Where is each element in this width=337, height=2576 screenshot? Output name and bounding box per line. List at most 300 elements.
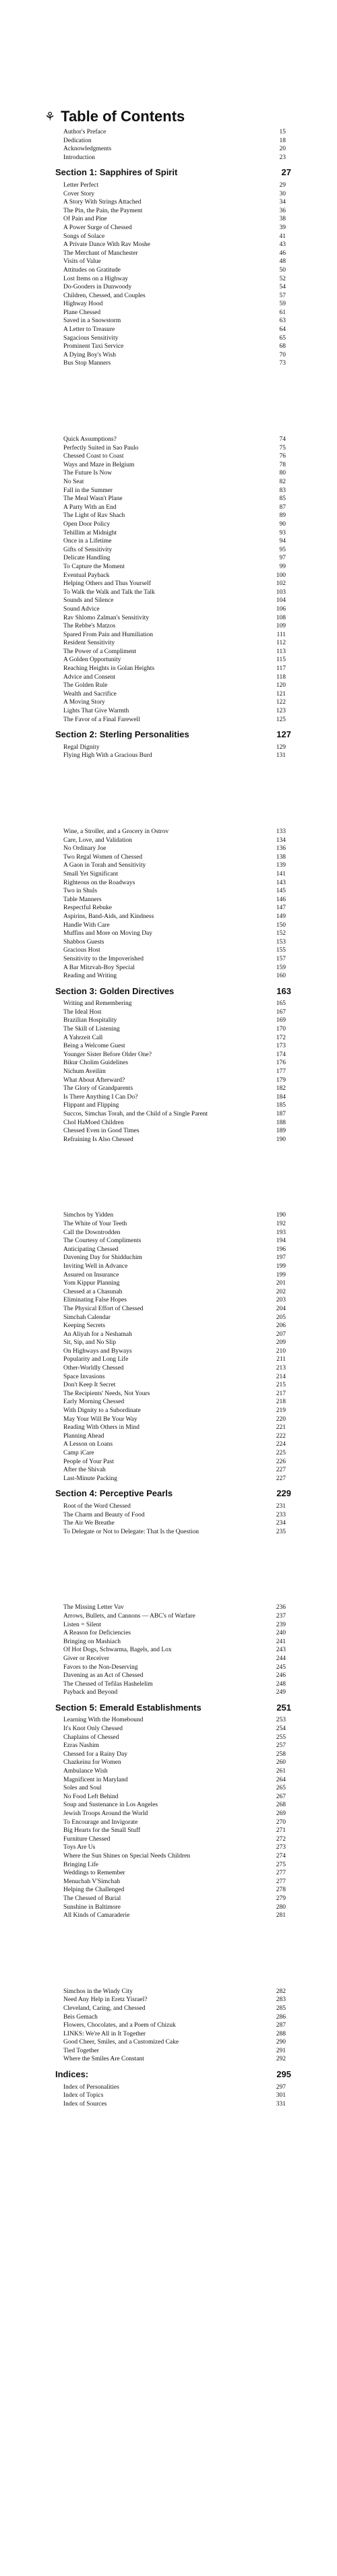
entry-page-number: 157 xyxy=(276,955,286,962)
entry-title: Lost Items on a Highway xyxy=(63,275,129,282)
toc-entry xyxy=(55,529,291,538)
toc-entry xyxy=(55,1886,291,1895)
entry-page-number: 38 xyxy=(279,216,286,223)
entry-page-number: 41 xyxy=(279,233,286,240)
entry-title: Eliminating False Hopes xyxy=(63,1297,127,1304)
toc-entry xyxy=(55,1398,291,1407)
entry-title: Reaching Heights in Golan Heights xyxy=(63,665,155,673)
entry-title: People of Your Past xyxy=(63,1458,114,1465)
toc-entry xyxy=(55,1084,291,1093)
entry-title: The Power of a Compliment xyxy=(63,648,137,655)
entry-page-number: 234 xyxy=(276,1520,286,1527)
entry-title: No Food Left Behind xyxy=(63,1793,119,1800)
toc-entry xyxy=(55,241,291,249)
entry-title: Ways and Maze in Belgium xyxy=(63,461,135,468)
entry-page-number: 188 xyxy=(276,1119,286,1126)
toc-entry xyxy=(55,861,291,870)
entry-page-number: 258 xyxy=(276,1750,286,1758)
entry-page-number: 133 xyxy=(276,828,286,835)
toc-entry xyxy=(55,1502,291,1511)
toc-entry xyxy=(55,1093,291,1102)
entry-title: Early Morning Chessed xyxy=(63,1399,125,1406)
entry-title: Yom Kippur Planning xyxy=(63,1280,120,1287)
entry-title: Simchah Calendar xyxy=(63,1314,111,1321)
entry-title: Delicate Handling xyxy=(63,555,111,562)
entry-page-number: 85 xyxy=(279,495,286,503)
toc-entry xyxy=(55,537,291,546)
entry-page-number: 204 xyxy=(276,1305,286,1312)
toc-entry xyxy=(55,2013,291,2022)
toc-entry xyxy=(55,1314,291,1322)
entry-page-number: 165 xyxy=(276,1000,286,1008)
entry-title: The Golden Rule xyxy=(63,682,108,689)
toc-entry xyxy=(55,1042,291,1051)
entry-title: After the Shivah xyxy=(63,1467,106,1474)
entry-title: Spared From Pain and Humiliation xyxy=(63,631,153,638)
toc-entry xyxy=(55,828,291,836)
entry-page-number: 48 xyxy=(279,258,286,266)
entry-title: The Chessed of Tefilas Hashelelim xyxy=(63,1680,153,1688)
entry-title: The Courtesy of Compliments xyxy=(63,1237,142,1245)
entry-title: Chessed for a Rainy Day xyxy=(63,1750,127,1758)
entry-page-number: 209 xyxy=(276,1339,286,1347)
entry-title: Author's Preface xyxy=(63,129,106,135)
entry-page-number: 221 xyxy=(276,1424,286,1432)
toc-entry xyxy=(55,1279,291,1288)
toc-entry xyxy=(55,487,291,495)
entry-title: Furniture Chessed xyxy=(63,1835,111,1843)
entry-title: Handle With Care xyxy=(63,921,110,929)
toc-entry xyxy=(55,351,291,360)
toc-entry xyxy=(55,359,291,368)
toc-entry xyxy=(55,1051,291,1060)
section-page-number: 251 xyxy=(276,1702,291,1713)
entry-title: Assured on Insurance xyxy=(63,1271,119,1279)
toc-entry xyxy=(55,1911,291,1920)
entry-title: The Air We Breathe xyxy=(63,1520,115,1527)
toc-entry xyxy=(55,1852,291,1861)
toc-entry xyxy=(55,1988,291,1996)
entry-page-number: 125 xyxy=(276,716,286,723)
entry-page-number: 267 xyxy=(276,1793,286,1800)
entry-page-number: 246 xyxy=(276,1672,286,1680)
section-heading xyxy=(55,2071,291,2079)
toc-entry xyxy=(55,921,291,930)
entry-page-number: 278 xyxy=(276,1887,286,1894)
section-page-number: 27 xyxy=(281,167,291,178)
entry-title: To Encourage and Invigorate xyxy=(63,1818,138,1826)
toc-entry xyxy=(55,503,291,512)
entry-title: Is There Anything I Can Do? xyxy=(63,1093,138,1101)
entry-page-number: 136 xyxy=(276,845,286,853)
entry-page-number: 153 xyxy=(276,938,286,946)
toc-entry xyxy=(55,707,291,716)
entry-page-number: 103 xyxy=(276,588,286,596)
entry-title: Helping Others and Thus Yourself xyxy=(63,580,151,588)
toc-entry xyxy=(55,887,291,896)
entry-page-number: 179 xyxy=(276,1076,286,1084)
entry-page-number: 264 xyxy=(276,1776,286,1783)
entry-title: Respectful Rebuke xyxy=(63,904,113,912)
toc-entry xyxy=(55,1016,291,1025)
entry-page-number: 193 xyxy=(276,1229,286,1236)
entry-page-number: 297 xyxy=(276,2083,286,2091)
entry-title: Payback and Beyond xyxy=(63,1689,118,1696)
entry-title: A Golden Opportunity xyxy=(63,656,121,664)
entry-page-number: 65 xyxy=(279,334,286,342)
entry-page-number: 80 xyxy=(279,470,286,477)
entry-title: What About Afterward? xyxy=(63,1076,125,1084)
toc-entry xyxy=(55,1511,291,1520)
entry-title: No Ordinary Joe xyxy=(63,845,106,853)
entry-title: Cover Story xyxy=(63,190,95,197)
entry-page-number: 108 xyxy=(276,614,286,621)
entry-title: Camp iCare xyxy=(63,1450,94,1456)
toc-entry xyxy=(55,1373,291,1382)
entry-page-number: 227 xyxy=(276,1475,286,1482)
entry-page-number: 260 xyxy=(276,1759,286,1767)
entry-page-number: 286 xyxy=(276,2013,286,2021)
entry-page-number: 199 xyxy=(276,1262,286,1270)
entry-page-number: 15 xyxy=(279,129,286,135)
entry-page-number: 255 xyxy=(276,1734,286,1741)
entry-page-number: 196 xyxy=(276,1246,286,1253)
entry-title: Learning With the Homebound xyxy=(63,1717,144,1724)
toc-entry xyxy=(55,1458,291,1467)
entry-title: Lights That Give Warmth xyxy=(63,708,129,715)
entry-title: Aspirins, Band-Aids, and Kindness xyxy=(63,913,154,920)
entry-page-number: 213 xyxy=(276,1365,286,1372)
toc-entry xyxy=(55,938,291,947)
toc-entry xyxy=(55,1034,291,1043)
entry-page-number: 150 xyxy=(276,921,286,929)
toc-entry xyxy=(55,1423,291,1432)
entry-title: To Delegate or Not to Delegate: That Is the Question xyxy=(63,1528,199,1535)
entry-page-number: 287 xyxy=(276,2022,286,2029)
toc-entry xyxy=(55,215,291,224)
toc-entry xyxy=(55,1996,291,2004)
entry-page-number: 301 xyxy=(276,2092,286,2099)
entry-title: Popularity and Long Life xyxy=(63,1356,129,1363)
entry-page-number: 141 xyxy=(276,870,286,878)
toc-entry xyxy=(55,1603,291,1612)
entry-page-number: 277 xyxy=(276,1870,286,1877)
entry-page-number: 173 xyxy=(276,1043,286,1050)
toc-entry xyxy=(55,1672,291,1680)
entry-page-number: 207 xyxy=(276,1330,286,1338)
toc-entry xyxy=(55,955,291,964)
toc-entry xyxy=(55,929,291,938)
entry-title: Flippant and Flipping xyxy=(63,1102,119,1109)
toc-entry xyxy=(55,1449,291,1458)
toc-entry xyxy=(55,2100,291,2109)
toc-entry xyxy=(55,1347,291,1356)
entry-page-number: 282 xyxy=(276,1988,286,1995)
entry-page-number: 272 xyxy=(276,1835,286,1843)
entry-title: Songs of Solace xyxy=(63,233,105,240)
entry-page-number: 220 xyxy=(276,1415,286,1423)
entry-title: Brazilian Hospitality xyxy=(63,1017,117,1024)
toc-entry xyxy=(55,1415,291,1424)
toc-entry xyxy=(55,1688,291,1697)
entry-title: Beis Gemach xyxy=(63,2013,98,2021)
toc-entry xyxy=(55,1655,291,1663)
entry-title: The Meal Wasn't Plane xyxy=(63,495,123,503)
entry-title: Anticipating Chessed xyxy=(63,1246,119,1253)
entry-page-number: 214 xyxy=(276,1373,286,1380)
entry-page-number: 249 xyxy=(276,1689,286,1696)
entry-page-number: 120 xyxy=(276,682,286,689)
toc-entry xyxy=(55,913,291,921)
toc-entry xyxy=(55,1136,291,1144)
toc-entry xyxy=(55,1519,291,1528)
toc-entry xyxy=(55,1059,291,1068)
entry-page-number: 190 xyxy=(276,1136,286,1143)
toc-entry xyxy=(55,1262,291,1271)
toc-entry xyxy=(55,870,291,879)
toc-entry xyxy=(55,572,291,580)
toc-entry xyxy=(55,656,291,665)
toc-entry xyxy=(55,1339,291,1347)
entry-page-number: 277 xyxy=(276,1878,286,1885)
entry-title: Index of Topics xyxy=(63,2092,104,2099)
entry-page-number: 331 xyxy=(276,2100,286,2108)
entry-page-number: 226 xyxy=(276,1458,286,1465)
entry-title: A Reason for Deficiencies xyxy=(63,1630,131,1637)
entry-title: Quick Assumptions? xyxy=(63,436,117,443)
toc-entry xyxy=(55,752,291,760)
entry-title: Magnificent in Maryland xyxy=(63,1776,128,1783)
toc-entry xyxy=(55,478,291,487)
toc-entry xyxy=(55,1843,291,1852)
entry-title: Cleveland, Caring, and Chessed xyxy=(63,2004,146,2012)
entry-page-number: 237 xyxy=(276,1612,286,1620)
entry-title: An Aliyah for a Neshamah xyxy=(63,1330,132,1338)
entry-title: Gifts of Sensitivity xyxy=(63,546,113,553)
entry-title: Shabbos Guests xyxy=(63,938,104,946)
toc-entry xyxy=(55,690,291,699)
entry-title: Reading and Writing xyxy=(63,973,117,980)
toc-entry xyxy=(55,904,291,913)
section-title: Indices: xyxy=(55,2071,89,2079)
toc-entry xyxy=(55,716,291,725)
entry-page-number: 111 xyxy=(276,631,286,638)
entry-title: Regal Dignity xyxy=(63,743,100,751)
entry-page-number: 129 xyxy=(276,743,286,751)
entry-title: Flowers, Chocolates, and a Poem of Chizuk xyxy=(63,2022,176,2029)
entry-page-number: 95 xyxy=(279,546,286,553)
entry-page-number: 257 xyxy=(276,1742,286,1750)
entry-title: Letter Perfect xyxy=(63,181,98,189)
toc-entry xyxy=(55,249,291,258)
toc-entry xyxy=(55,698,291,707)
toc-entry xyxy=(55,1750,291,1759)
entry-page-number: 210 xyxy=(276,1347,286,1355)
entry-title: A Dying Boy's Wish xyxy=(63,351,116,359)
toc-entry xyxy=(55,1025,291,1034)
toc-entry xyxy=(55,190,291,199)
entry-title: A Party With an End xyxy=(63,503,117,511)
toc-entry xyxy=(55,1793,291,1802)
entry-page-number: 202 xyxy=(276,1288,286,1295)
toc-entry xyxy=(55,1646,291,1655)
entry-page-number: 222 xyxy=(276,1432,286,1440)
toc-entry xyxy=(55,622,291,631)
entry-page-number: 280 xyxy=(276,1903,286,1911)
page-gap xyxy=(55,1536,291,1603)
toc-entry xyxy=(55,128,291,137)
toc-entry xyxy=(55,1220,291,1229)
entry-page-number: 155 xyxy=(276,947,286,954)
entry-title: Muffins and More on Moving Day xyxy=(63,930,153,938)
entry-title: Ezras Nashim xyxy=(63,1742,100,1750)
section-title: Section 5: Emerald Establishments xyxy=(55,1703,202,1713)
toc-entry xyxy=(55,1076,291,1085)
entry-page-number: 23 xyxy=(279,154,286,161)
entry-title: Being a Welcome Guest xyxy=(63,1043,125,1050)
entry-page-number: 244 xyxy=(276,1655,286,1662)
toc-entry xyxy=(55,1725,291,1734)
entry-page-number: 29 xyxy=(279,181,286,189)
toc-entry xyxy=(55,334,291,343)
entry-title: Prominent Taxi Service xyxy=(63,343,124,350)
page-gap xyxy=(55,368,291,435)
entry-page-number: 292 xyxy=(276,2056,286,2063)
toc-entry xyxy=(55,1407,291,1415)
entry-title: Menuchah V'Simchah xyxy=(63,1878,121,1885)
entry-title: The White of Your Teeth xyxy=(63,1220,127,1227)
entry-page-number: 61 xyxy=(279,309,286,316)
entry-page-number: 46 xyxy=(279,249,286,257)
toc-entry xyxy=(55,1784,291,1793)
entry-title: Refraining Is Also Chessed xyxy=(63,1136,133,1143)
entry-page-number: 89 xyxy=(279,512,286,520)
entry-title: The Favor of a Final Farewell xyxy=(63,716,140,723)
toc-entry xyxy=(55,154,291,162)
toc-entry xyxy=(55,1390,291,1399)
entry-page-number: 265 xyxy=(276,1785,286,1792)
entry-title: Last-Minute Packing xyxy=(63,1475,117,1482)
entry-page-number: 93 xyxy=(279,529,286,536)
entry-title: Eventual Payback xyxy=(63,572,110,579)
toc-entry xyxy=(55,317,291,326)
entry-title: Succos, Simchas Torah, and the Child of a Single Parent xyxy=(63,1111,208,1117)
entry-title: Children, Chessed, and Couples xyxy=(63,292,146,299)
toc-entry xyxy=(55,444,291,453)
toc-entry xyxy=(55,1612,291,1621)
entry-page-number: 253 xyxy=(276,1717,286,1724)
toc-entry xyxy=(55,137,291,146)
entry-title: The Future Is Now xyxy=(63,470,113,477)
entry-title: The Skill of Listening xyxy=(63,1026,120,1033)
entry-title: Good Cheer, Smiles, and a Customized Cake xyxy=(63,2039,179,2046)
page-gap xyxy=(55,1144,291,1211)
toc-entry xyxy=(55,1101,291,1110)
entry-title: The Rebbe's Matzos xyxy=(63,623,116,630)
entry-page-number: 43 xyxy=(279,241,286,249)
toc-entry xyxy=(55,563,291,572)
toc-entry xyxy=(55,1621,291,1630)
entry-title: Open Door Policy xyxy=(63,520,111,528)
entry-page-number: 279 xyxy=(276,1895,286,1902)
entry-title: The Light of Rav Shach xyxy=(63,512,125,520)
entry-page-number: 218 xyxy=(276,1399,286,1406)
entry-title: Chazkeinu for Women xyxy=(63,1759,121,1767)
entry-title: Planning Ahead xyxy=(63,1432,104,1440)
entry-page-number: 118 xyxy=(276,673,286,681)
entry-page-number: 225 xyxy=(276,1450,286,1456)
entry-page-number: 185 xyxy=(276,1102,286,1109)
entry-title: Soles and Soul xyxy=(63,1785,102,1792)
entry-page-number: 70 xyxy=(279,351,286,359)
toc-entry xyxy=(55,469,291,478)
entry-title: Resident Sensitivity xyxy=(63,640,115,647)
toc-entry xyxy=(55,1355,291,1364)
entry-title: The Pin, the Pain, the Payment xyxy=(63,207,143,214)
entry-title: Tied Together xyxy=(63,2047,99,2054)
toc-entry xyxy=(55,1861,291,1870)
toc-entry xyxy=(55,1903,291,1912)
toc-entry xyxy=(55,554,291,563)
entry-page-number: 184 xyxy=(276,1093,286,1101)
toc-entry xyxy=(55,1211,291,1220)
toc-entry xyxy=(55,1110,291,1119)
entry-title: Reading With Others in Mind xyxy=(63,1424,140,1432)
entry-page-number: 57 xyxy=(279,292,286,299)
section-heading xyxy=(55,1490,291,1498)
toc-entry xyxy=(55,1000,291,1008)
entry-page-number: 248 xyxy=(276,1680,286,1688)
entry-title: Simchos in the Windy City xyxy=(63,1988,133,1995)
entry-page-number: 176 xyxy=(276,1060,286,1067)
page-gap xyxy=(55,1920,291,1988)
section-page-number: 229 xyxy=(276,1488,291,1499)
entry-page-number: 134 xyxy=(276,836,286,844)
entry-title: Acknowledgments xyxy=(63,146,112,153)
entry-page-number: 74 xyxy=(279,436,286,443)
entry-page-number: 261 xyxy=(276,1768,286,1775)
toc-entry xyxy=(55,512,291,520)
toc-entry xyxy=(55,1440,291,1449)
entry-title: Flying High With a Gracious Burd xyxy=(63,752,152,760)
entry-page-number: 254 xyxy=(276,1725,286,1733)
section-page-number: 127 xyxy=(276,729,291,740)
toc-entry xyxy=(55,1296,291,1305)
entry-title: A Letter to Treasure xyxy=(63,326,115,334)
toc-entry xyxy=(55,1663,291,1672)
entry-page-number: 199 xyxy=(276,1271,286,1279)
entry-page-number: 271 xyxy=(276,1827,286,1835)
toc-entry xyxy=(55,1767,291,1776)
entry-title: A Power Surge of Chessed xyxy=(63,224,132,231)
entry-title: A Yahrzeit Call xyxy=(63,1034,103,1041)
toc-entry xyxy=(55,1869,291,1878)
toc-entry xyxy=(55,1818,291,1827)
entry-page-number: 269 xyxy=(276,1810,286,1817)
entry-title: LINKS: We're All in It Together xyxy=(63,2030,146,2037)
entry-title: A Lesson on Loans xyxy=(63,1441,113,1448)
entry-title: Soup and Sustenance in Los Angeles xyxy=(63,1802,158,1809)
toc-entry xyxy=(55,1271,291,1280)
toc-entry xyxy=(55,1801,291,1810)
entry-page-number: 281 xyxy=(276,1912,286,1920)
entry-title: Where the Sun Shines on Special Needs Children xyxy=(63,1852,191,1860)
entry-title: Do-Gooders in Dunwoody xyxy=(63,284,132,291)
toc-entry xyxy=(55,2083,291,2092)
toc-entry xyxy=(55,845,291,853)
entry-title: A Private Dance With Rav Moshe xyxy=(63,241,150,249)
entry-title: Listen = Silent xyxy=(63,1621,102,1628)
